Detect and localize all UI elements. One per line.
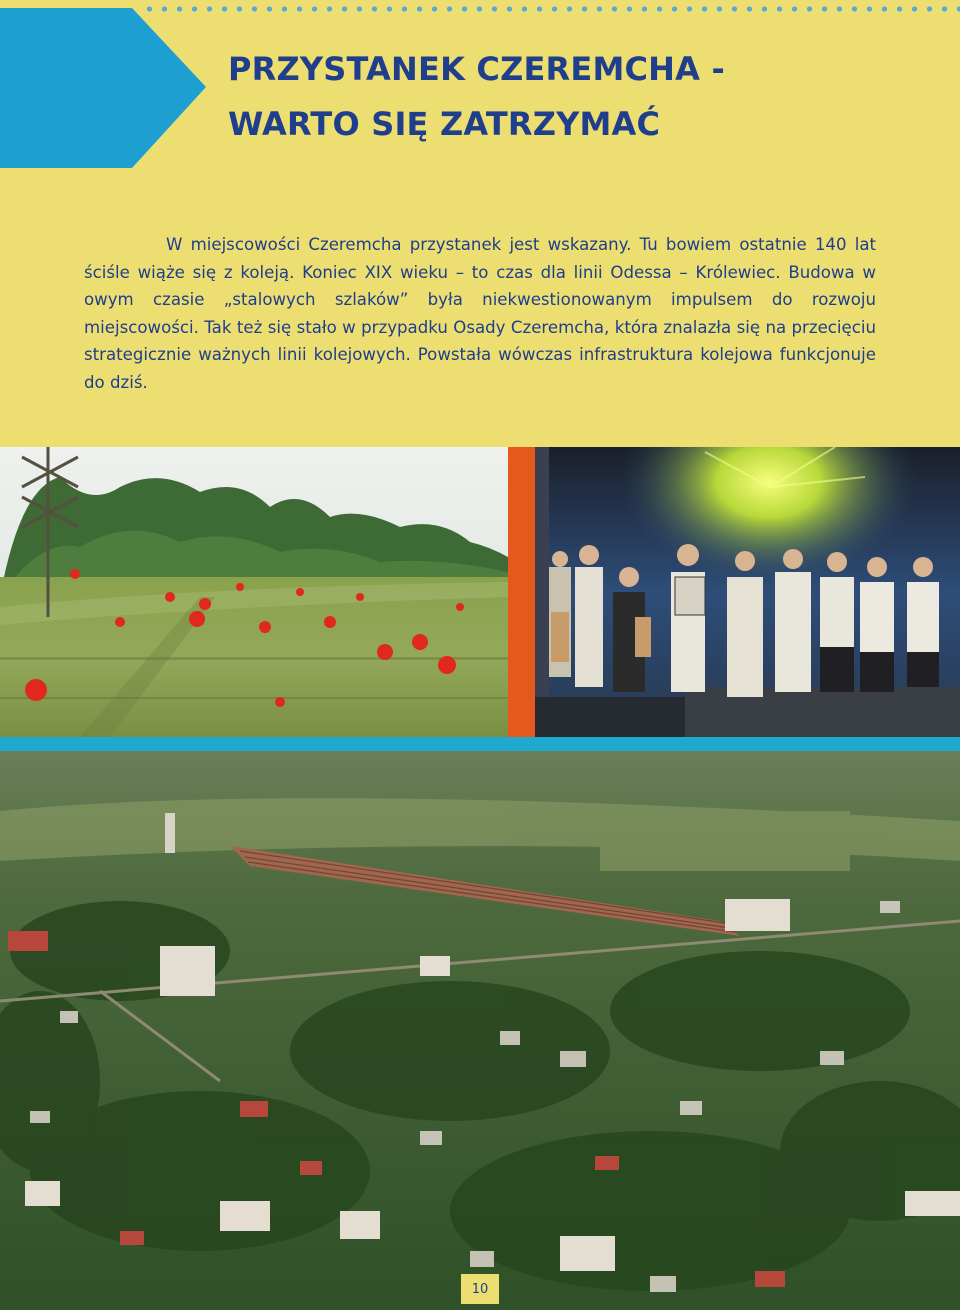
- photo-poppy-field: [0, 447, 508, 737]
- title-line-2: WARTO SIĘ ZATRZYMAĆ: [228, 105, 661, 143]
- dotted-border: [142, 4, 960, 14]
- title-line-1: PRZYSTANEK CZEREMCHA -: [228, 50, 725, 88]
- photo-folk-band-stage: [535, 447, 960, 737]
- blue-arrow-banner: [0, 0, 210, 170]
- teal-divider: [0, 737, 960, 751]
- intro-paragraph: W miejscowości Czeremcha przystanek jest wskazany. Tu bowiem ostatnie 140 lat ściśle wiąże się z koleją. Koniec XIX wieku – to czas dla linii Odessa – Królewiec. Budowa w owym czasie „stalowych szlaków” była niekwestionowanym impulsem do rozwoju miejscowości. Tak też się stało w przypadku Osady Czeremcha, która znalazła się na przecięciu strategicznie ważnych linii kolejowych. Powstała wówczas infrastruktura kolejowa funkcjonuje do dziś.: [84, 235, 876, 392]
- page-number: 10: [461, 1274, 499, 1304]
- page-title: [228, 42, 725, 152]
- orange-separator: [508, 447, 535, 737]
- photo-aerial-view: [0, 751, 960, 1310]
